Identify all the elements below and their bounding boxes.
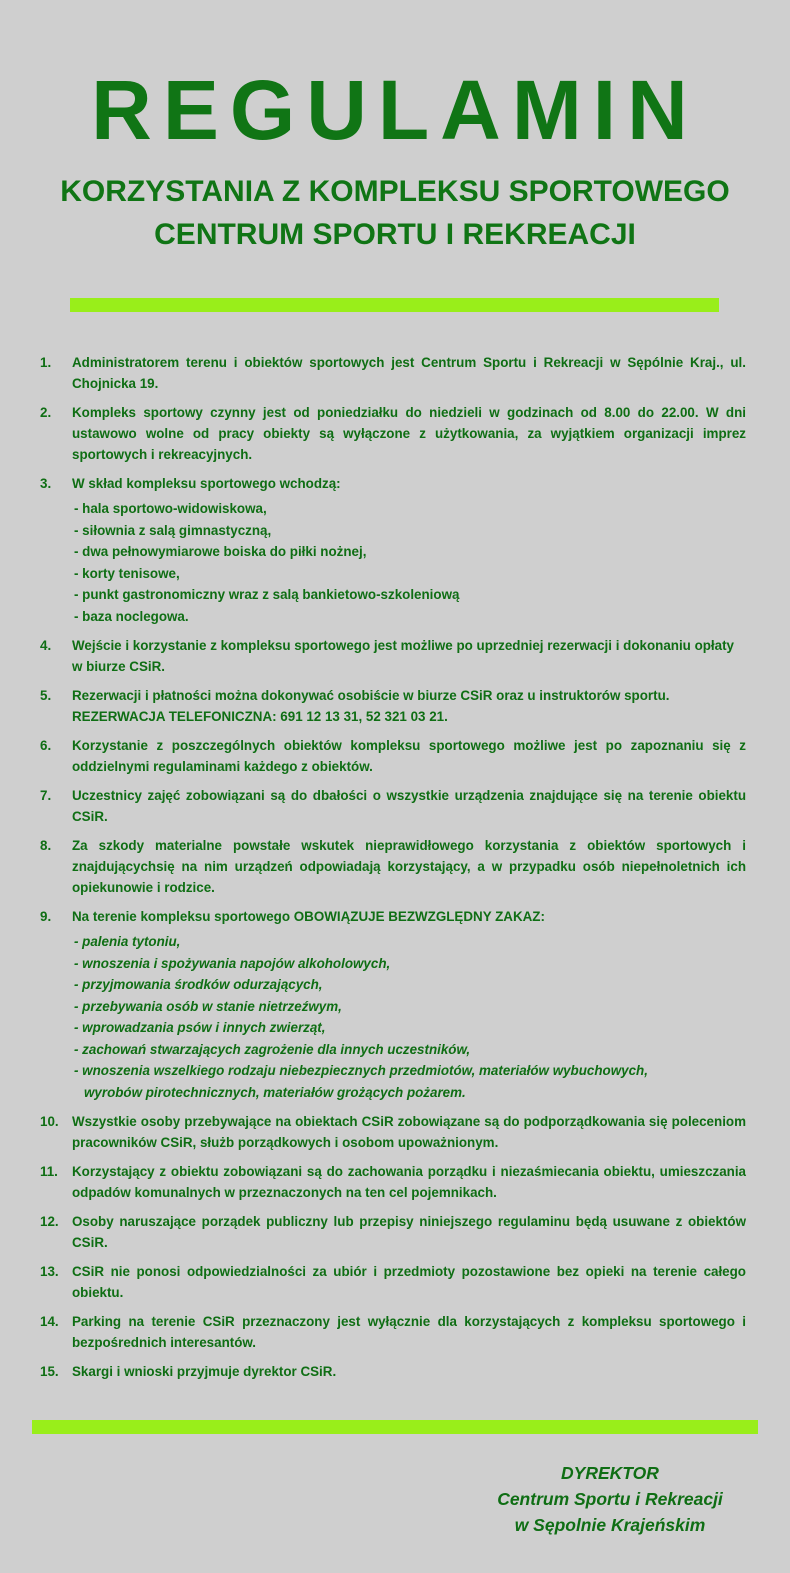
rule-number: 9. (40, 909, 52, 924)
signature-line: Centrum Sportu i Rekreacji (497, 1489, 723, 1509)
facility-item: - hala sportowo-widowiskowa, (74, 501, 267, 516)
rule-item (40, 402, 746, 465)
rule-item (40, 835, 746, 898)
facility-item: - punkt gastronomiczny wraz z salą bankietowo-szkoleniową (74, 587, 460, 602)
rule-text: Uczestnicy zajęć zobowiązani są do dbałości o wszystkie urządzenia znajdujące się na terenie obiektu CSiR. (72, 788, 746, 824)
prohibition-item: - przebywania osób w stanie nietrzeźwym, (74, 998, 342, 1014)
rule-text: CSiR nie ponosi odpowiedzialności za ubiór i przedmioty pozostawione bez opieki na terenie całego obiektu. (72, 1264, 746, 1300)
prohibition-item: wyrobów pirotechnicznych, materiałów grożących pożarem. (84, 1084, 466, 1100)
prohibition-item: - wprowadzania psów i innych zwierząt, (74, 1020, 326, 1035)
rule-item (40, 906, 746, 927)
rules-list (40, 352, 746, 1390)
rule-text (72, 635, 746, 677)
prohibition-item: - przyjmowania środków odurzających, (74, 977, 323, 992)
rule-item (40, 785, 746, 827)
prohibitions-list (74, 931, 746, 1103)
rule-number: 11. (40, 1164, 58, 1179)
rule-number: 4. (40, 638, 52, 653)
divider-bar-top (70, 298, 719, 312)
rule-number: 5. (40, 688, 52, 703)
rule-number: 12. (40, 1214, 59, 1229)
rule-text-line: w biurze CSiR. (72, 659, 166, 674)
rule-text: Parking na terenie CSiR przeznaczony jest wyłącznie dla korzystających z kompleksu sportowego i bezpośrednich interesantów. (72, 1314, 746, 1350)
rule-number: 7. (40, 788, 52, 803)
rule-text-line: REZERWACJA TELEFONICZNA: 691 12 13 31, 52 321 03 21. (72, 709, 448, 724)
rule-item (40, 1161, 746, 1203)
rule-text-line: Wejście i korzystanie z kompleksu sportowego jest możliwe po uprzedniej rezerwacji i dokonaniu opłaty (72, 638, 735, 653)
subtitle-line: KORZYSTANIA Z KOMPLEKSU SPORTOWEGO (60, 175, 730, 208)
facility-item: - dwa pełnowymiarowe boiska do piłki nożnej, (74, 544, 367, 559)
facility-item: - korty tenisowe, (74, 565, 180, 581)
rule-item (40, 1311, 746, 1353)
prohibition-item: - wnoszenia wszelkiego rodzaju niebezpiecznych przedmiotów, materiałów wybuchowych, (74, 1063, 648, 1078)
rule-number: 13. (40, 1264, 59, 1279)
prohibition-item: - palenia tytoniu, (74, 934, 181, 949)
rule-number: 3. (40, 476, 52, 491)
rule-number: 10. (40, 1114, 59, 1129)
rule-text: Administratorem terenu i obiektów sportowych jest Centrum Sportu i Rekreacji w Sępólnie Kraj., ul. Chojnicka 19. (72, 355, 746, 391)
facilities-list (74, 498, 746, 627)
rule-item (40, 635, 746, 677)
rule-text: Korzystanie z poszczególnych obiektów kompleksu sportowego możliwe jest po zapoznaniu się z oddzielnymi regulaminami każdego z obiektów. (72, 738, 746, 774)
rule-item (40, 735, 746, 777)
rule-number: 6. (40, 738, 52, 753)
rule-text: Wszystkie osoby przebywające na obiektach CSiR zobowiązane są do podporządkowania się poleceniom pracowników CSiR, służb porządkowych i osobom upoważnionym. (72, 1114, 746, 1150)
rule-item (40, 1111, 746, 1153)
page-title: REGULAMIN (91, 63, 699, 157)
rule-item (40, 1261, 746, 1303)
rule-number: 8. (40, 838, 52, 853)
rule-text: Korzystający z obiektu zobowiązani są do zachowania porządku i niezaśmiecania obiektu, umieszczania odpadów komunalnych w przeznaczonych na ten cel pojemnikach. (72, 1164, 746, 1200)
divider-bar-bottom (32, 1420, 758, 1434)
rule-text: Na terenie kompleksu sportowego OBOWIĄZUJE BEZWZGLĘDNY ZAKAZ: (72, 909, 545, 924)
prohibition-item: - zachowań stwarzających zagrożenie dla innych uczestników, (74, 1041, 471, 1057)
rule-text: W skład kompleksu sportowego wchodzą: (72, 476, 341, 491)
rule-item (40, 685, 746, 727)
rule-text: Kompleks sportowy czynny jest od poniedziałku do niedzieli w godzinach od 8.00 do 22.00. W dni ustawowo wolne od pracy obiekty są wyłączone z użytkowania, za wyjątkiem organizacji imprez sportowych i rekreacyjnych. (72, 405, 746, 462)
rule-number: 15. (40, 1364, 59, 1379)
rule-text: Za szkody materialne powstałe wskutek nieprawidłowego korzystania z obiektów sportowych i znajdującychsię na nim urządzeń odpowiadają korzystający, a w przypadku osób niepełnoletnich ich opiekunowie i rodzice. (72, 838, 746, 895)
facility-item: - siłownia z salą gimnastyczną, (74, 522, 272, 538)
signature-line: w Sępolnie Krajeńskim (514, 1515, 706, 1535)
rule-text (72, 685, 746, 727)
rule-text-line: Rezerwacji i płatności można dokonywać osobiście w biurze CSiR oraz u instruktorów sportu. (72, 688, 670, 703)
rule-item (40, 1211, 746, 1253)
subtitle-line: CENTRUM SPORTU I REKREACJI (154, 218, 636, 251)
rule-item (40, 473, 746, 494)
signature-line: DYREKTOR (561, 1463, 659, 1483)
rule-item (40, 1361, 746, 1382)
prohibition-item: - wnoszenia i spożywania napojów alkoholowych, (74, 955, 391, 971)
rule-number: 14. (40, 1314, 59, 1329)
rule-text: Skargi i wnioski przyjmuje dyrektor CSiR. (72, 1364, 337, 1379)
facility-item: - baza noclegowa. (74, 608, 189, 624)
rule-number: 1. (40, 355, 52, 370)
page-subtitle (0, 170, 790, 256)
rule-item (40, 352, 746, 394)
rule-number: 2. (40, 405, 52, 420)
signature-block (470, 1460, 750, 1538)
rule-text: Osoby naruszające porządek publiczny lub przepisy niniejszego regulaminu będą usuwane z obiektów CSiR. (72, 1214, 746, 1250)
